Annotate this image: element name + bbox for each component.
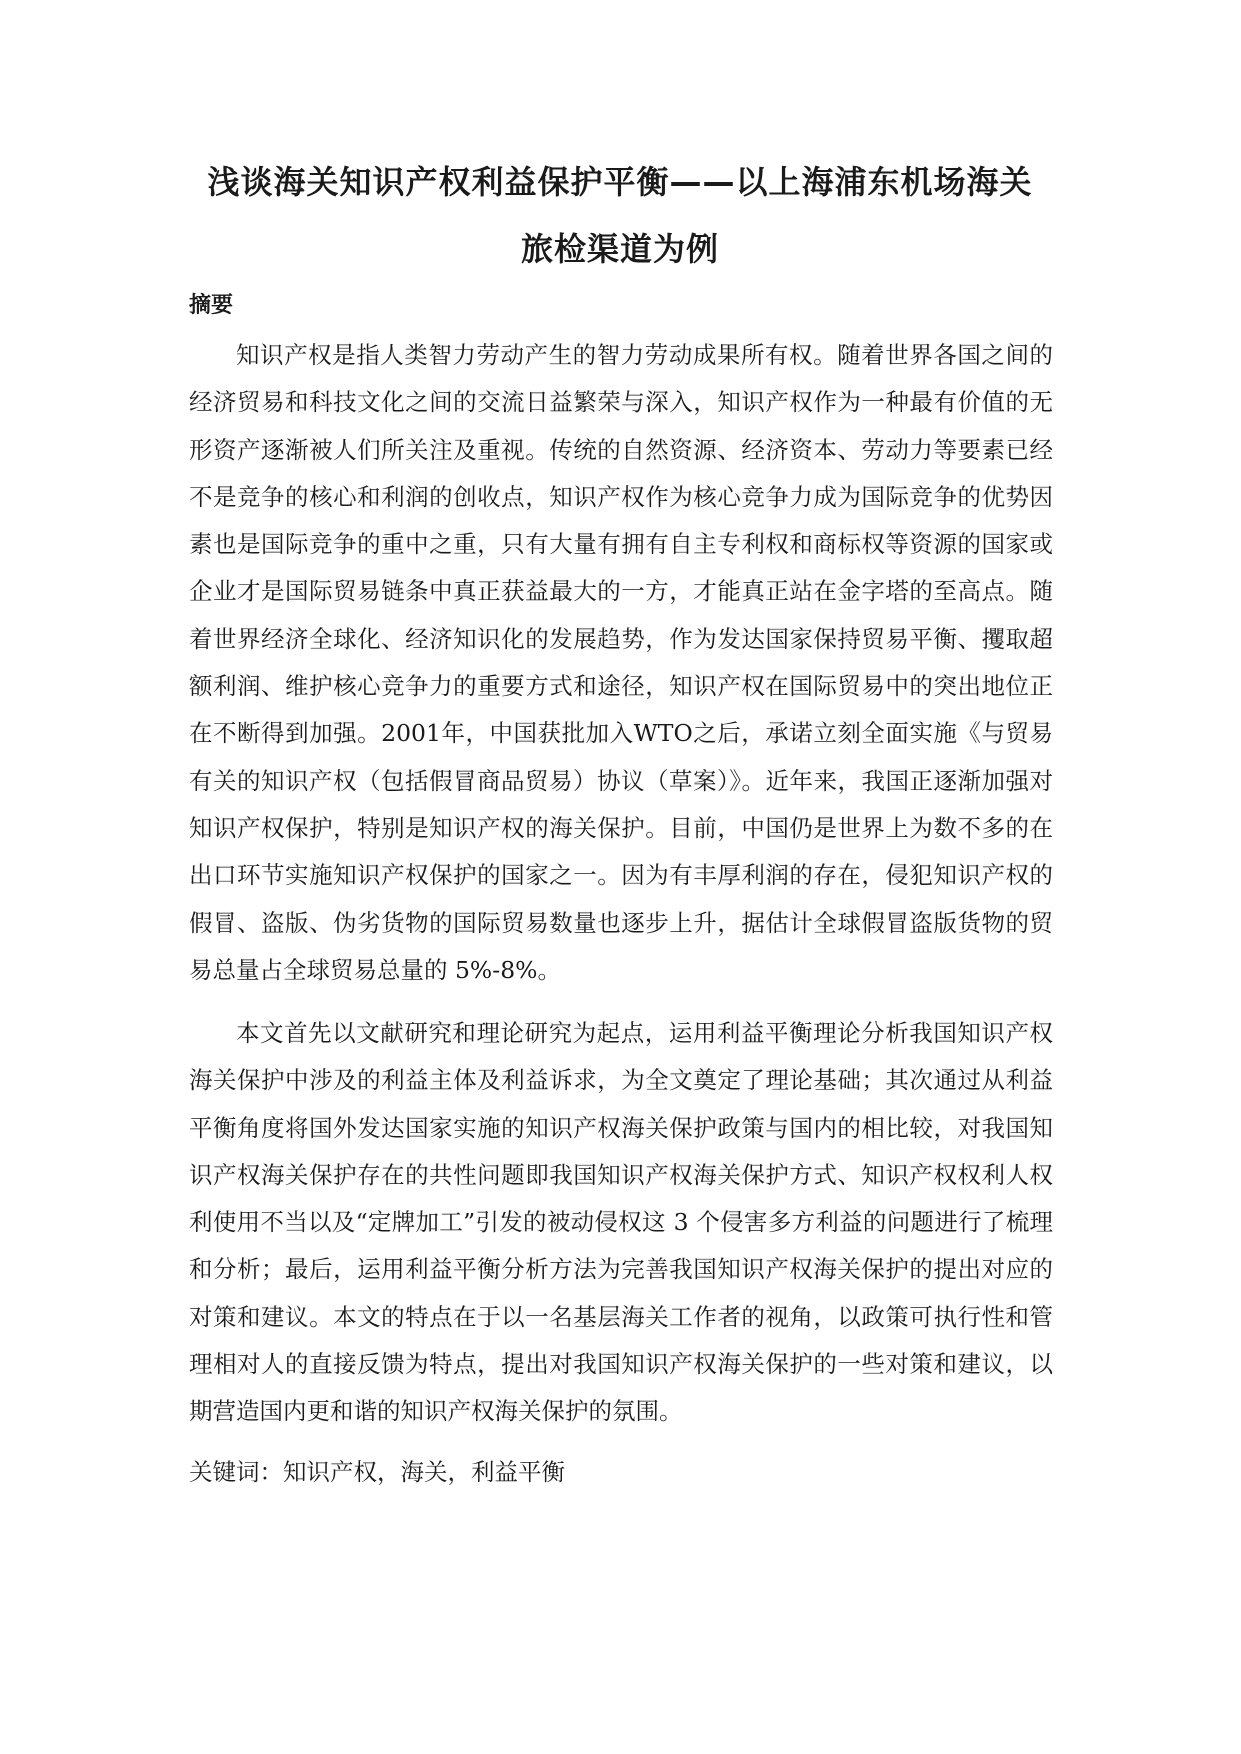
- document-title-line-2: 旅检渠道为例: [520, 230, 719, 268]
- abstract-paragraph-1: 知识产权是指人类智力劳动产生的智力劳动成果所有权。随着世界各国之间的经济贸易和科技文化之间的交流日益繁荣与深入，知识产权作为一种最有价值的无形资产逐渐被人们所关注及重视。传统的自然资源、经济资本、劳动力等要素已经不是竞争的核心和利润的创收点，知识产权作为核心竞争力成为国际竞争的优势因素也是国际竞争的重中之重，只有大量有拥有自主专利权和商标权等资源的国家或企业才是国际贸易链条中真正获益最大的一方，才能真正站在金字塔的至高点。随着世界经济全球化、经济知识化的发展趋势，作为发达国家保持贸易平衡、攫取超额利润、维护核心竞争力的重要方式和途径，知识产权在国际贸易中的突出地位正在不断得到加强。2001年，中国获批加入WTO之后，承诺立刻全面实施《与贸易有关的知识产权（包括假冒商品贸易）协议（草案）》。近年来，我国正逐渐加强对知识产权保护，特别是知识产权的海关保护。目前，中国仍是世界上为数不多的在出口环节实施知识产权保护的国家之一。因为有丰厚利润的存在，侵犯知识产权的假冒、盗版、伪劣货物的国际贸易数量也逐步上升，据估计全球假冒盗版货物的贸易总量占全球贸易总量的 5%-8%。: [189, 341, 1053, 984]
- keywords-line: 关键词：知识产权，海关，利益平衡: [189, 1458, 565, 1486]
- abstract-paragraph-2: 本文首先以文献研究和理论研究为起点，运用利益平衡理论分析我国知识产权海关保护中涉及的利益主体及利益诉求，为全文奠定了理论基础；其次通过从利益平衡角度将国外发达国家实施的知识产权海关保护政策与国内的相比较，对我国知识产权海关保护存在的共性问题即我国知识产权海关保护方式、知识产权权利人权利使用不当以及“定牌加工”引发的被动侵权这 3 个侵害多方利益的问题进行了梳理和分析；最后，运用利益平衡分析方法为完善我国知识产权海关保护的提出对应的对策和建议。本文的特点在于以一名基层海关工作者的视角，以政策可执行性和管理相对人的直接反馈为特点，提出对我国知识产权海关保护的一些对策和建议，以期营造国内更和谐的知识产权海关保护的氛围。: [189, 1019, 1053, 1426]
- abstract-heading: 摘要: [189, 293, 234, 318]
- document-title-line-1: 浅谈海关知识产权利益保护平衡——以上海浦东机场海关: [207, 163, 1033, 201]
